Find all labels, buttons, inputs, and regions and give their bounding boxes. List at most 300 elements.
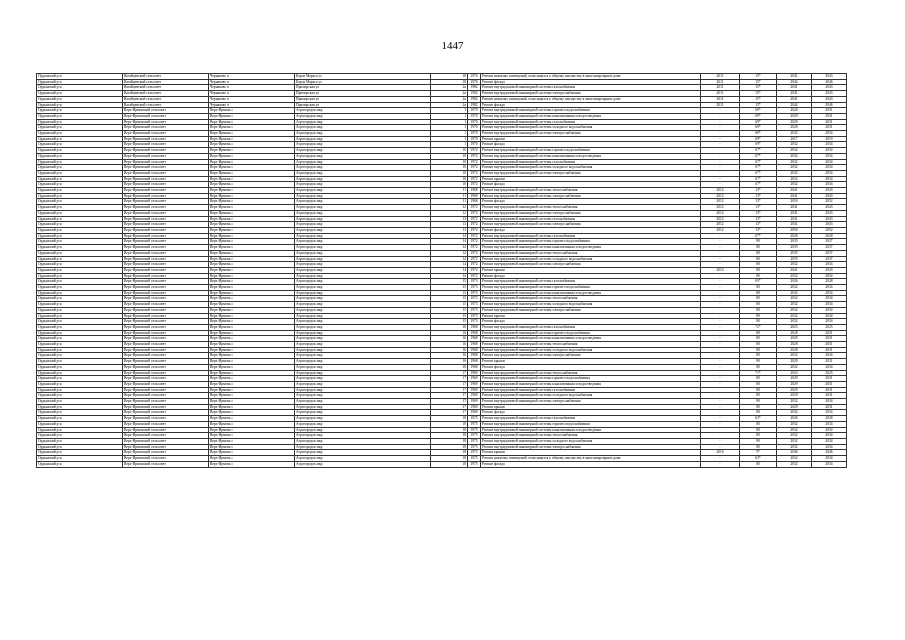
- settlement-cell: Верх-Ирмень с: [209, 393, 295, 399]
- build-year-cell: 1972: [468, 227, 481, 233]
- last-repair-year-cell: -: [701, 153, 740, 159]
- start-year-cell: 2028: [777, 108, 812, 114]
- build-year-cell: 1970: [468, 131, 481, 137]
- start-year-cell: 2032: [777, 444, 812, 450]
- house-number-cell: 18: [431, 74, 468, 80]
- start-year-cell: 2032: [777, 313, 812, 319]
- start-year-cell: 2044: [777, 102, 812, 108]
- last-repair-year-cell: 2012: [701, 205, 740, 211]
- settlement-cell: Верх-Ирмень с: [209, 313, 295, 319]
- last-repair-year-cell: -: [701, 285, 740, 291]
- end-year-cell: 2031: [812, 359, 847, 365]
- wear-percent-cell: 69*: [740, 119, 777, 125]
- municipality-cell: Верх-Ирменский сельсовет: [123, 119, 209, 125]
- work-type-cell: Ремонт внутридомовой инженерной системы электроснабжения: [481, 131, 701, 137]
- build-year-cell: 1973: [468, 319, 481, 325]
- house-number-cell: 17: [431, 404, 468, 410]
- build-year-cell: 1976: [468, 74, 481, 80]
- wear-percent-cell: 80: [740, 410, 777, 416]
- work-type-cell: Ремонт нежилых помещений, относящихся к общему имуществу в многоквартирном доме: [481, 456, 701, 462]
- house-number-cell: 18: [431, 444, 468, 450]
- house-number-cell: 18: [431, 421, 468, 427]
- wear-percent-cell: 80: [740, 250, 777, 256]
- district-cell: Ордынский р-н: [37, 125, 123, 131]
- municipality-cell: Верх-Ирменский сельсовет: [123, 404, 209, 410]
- end-year-cell: 2028: [812, 279, 847, 285]
- settlement-cell: Верх-Ирмень с: [209, 210, 295, 216]
- street-cell: Агрогородок мкр: [295, 450, 431, 456]
- municipality-cell: Верх-Ирменский сельсовет: [123, 387, 209, 393]
- last-repair-year-cell: 2011: [701, 79, 740, 85]
- end-year-cell: 2031: [812, 108, 847, 114]
- work-type-cell: Ремонт внутридомовой инженерной системы электроснабжения: [481, 262, 701, 268]
- end-year-cell: 2028: [812, 233, 847, 239]
- house-number-cell: 17: [431, 393, 468, 399]
- end-year-cell: 2034: [812, 427, 847, 433]
- work-type-cell: Ремонт внутридомовой инженерной системы холодного водоснабжения: [481, 302, 701, 308]
- last-repair-year-cell: -: [701, 330, 740, 336]
- settlement-cell: Верх-Ирмень с: [209, 279, 295, 285]
- district-cell: Ордынский р-н: [37, 370, 123, 376]
- settlement-cell: Чернаково п: [209, 96, 295, 102]
- end-year-cell: 2031: [812, 387, 847, 393]
- end-year-cell: 2037: [812, 256, 847, 262]
- build-year-cell: 1969: [468, 381, 481, 387]
- street-cell: Агрогородок мкр: [295, 307, 431, 313]
- start-year-cell: 2032: [777, 461, 812, 467]
- end-year-cell: 2052: [812, 199, 847, 205]
- start-year-cell: 2041: [777, 85, 812, 91]
- street-cell: Агрогородок мкр: [295, 461, 431, 467]
- settlement-cell: Верх-Ирмень с: [209, 113, 295, 119]
- house-number-cell: 2а: [431, 102, 468, 108]
- house-number-cell: 16: [431, 342, 468, 348]
- wear-percent-cell: 80: [740, 307, 777, 313]
- end-year-cell: 2043: [812, 222, 847, 228]
- end-year-cell: 2034: [812, 302, 847, 308]
- start-year-cell: 2032: [777, 170, 812, 176]
- house-number-cell: 16: [431, 353, 468, 359]
- street-cell: Агрогородок мкр: [295, 182, 431, 188]
- last-repair-year-cell: -: [701, 165, 740, 171]
- municipality-cell: Верх-Ирменский сельсовет: [123, 302, 209, 308]
- last-repair-year-cell: -: [701, 250, 740, 256]
- work-type-cell: Ремонт внутридомовой инженерной системы канализования и водоотведения: [481, 113, 701, 119]
- street-cell: Агрогородок мкр: [295, 296, 431, 302]
- build-year-cell: 1982: [468, 102, 481, 108]
- district-cell: Ордынский р-н: [37, 376, 123, 382]
- district-cell: Ордынский р-н: [37, 399, 123, 405]
- end-year-cell: 2034: [812, 410, 847, 416]
- end-year-cell: 2034: [812, 399, 847, 405]
- street-cell: Агрогородок мкр: [295, 393, 431, 399]
- settlement-cell: Верх-Ирмень с: [209, 387, 295, 393]
- wear-percent-cell: 15*: [740, 74, 777, 80]
- work-type-cell: Ремонт внутридомовой инженерной системы теплоснабжения: [481, 250, 701, 256]
- start-year-cell: 2026: [777, 279, 812, 285]
- district-cell: Ордынский р-н: [37, 273, 123, 279]
- municipality-cell: Верх-Ирменский сельсовет: [123, 416, 209, 422]
- build-year-cell: 1968: [468, 188, 481, 194]
- house-number-cell: 17: [431, 370, 468, 376]
- last-repair-year-cell: -: [701, 313, 740, 319]
- district-cell: Ордынский р-н: [37, 381, 123, 387]
- settlement-cell: Верх-Ирмень с: [209, 205, 295, 211]
- settlement-cell: Верх-Ирмень с: [209, 165, 295, 171]
- district-cell: Ордынский р-н: [37, 119, 123, 125]
- settlement-cell: Верх-Ирмень с: [209, 285, 295, 291]
- district-cell: Ордынский р-н: [37, 96, 123, 102]
- end-year-cell: 2034: [812, 461, 847, 467]
- settlement-cell: Чернаково п: [209, 79, 295, 85]
- settlement-cell: Верх-Ирмень с: [209, 296, 295, 302]
- district-cell: Ордынский р-н: [37, 193, 123, 199]
- work-type-cell: Ремонт внутридомовой инженерной системы горячего водоснабжения: [481, 376, 701, 382]
- work-type-cell: Ремонт внутридомовой инженерной системы электроснабжения: [481, 91, 701, 97]
- district-cell: Ордынский р-н: [37, 176, 123, 182]
- street-cell: Агрогородок мкр: [295, 285, 431, 291]
- municipality-cell: Верх-Ирменский сельсовет: [123, 330, 209, 336]
- municipality-cell: Верх-Ирменский сельсовет: [123, 245, 209, 251]
- district-cell: Ордынский р-н: [37, 74, 123, 80]
- wear-percent-cell: 80: [740, 376, 777, 382]
- build-year-cell: 1968: [468, 330, 481, 336]
- municipality-cell: Верх-Ирменский сельсовет: [123, 296, 209, 302]
- municipality-cell: Верх-Ирменский сельсовет: [123, 262, 209, 268]
- work-type-cell: Ремонт внутридомовой инженерной системы теплоснабжения: [481, 205, 701, 211]
- build-year-cell: 1969: [468, 399, 481, 405]
- wear-percent-cell: 67*: [740, 165, 777, 171]
- last-repair-year-cell: 2011: [701, 102, 740, 108]
- street-cell: Приморская ул: [295, 96, 431, 102]
- street-cell: Агрогородок мкр: [295, 153, 431, 159]
- district-cell: Ордынский р-н: [37, 233, 123, 239]
- settlement-cell: Чернаково п: [209, 74, 295, 80]
- start-year-cell: 2032: [777, 273, 812, 279]
- street-cell: Карла Маркса ул: [295, 74, 431, 80]
- district-cell: Ордынский р-н: [37, 108, 123, 114]
- build-year-cell: 1968: [468, 336, 481, 342]
- street-cell: Агрогородок мкр: [295, 381, 431, 387]
- house-number-cell: 12: [431, 210, 468, 216]
- settlement-cell: Верх-Ирмень с: [209, 222, 295, 228]
- last-repair-year-cell: -: [701, 125, 740, 131]
- work-type-cell: Ремонт внутридомовой инженерной системы газоснабжения: [481, 387, 701, 393]
- settlement-cell: Верх-Ирмень с: [209, 461, 295, 467]
- last-repair-year-cell: -: [701, 393, 740, 399]
- settlement-cell: Верх-Ирмень с: [209, 302, 295, 308]
- street-cell: Агрогородок мкр: [295, 119, 431, 125]
- house-number-cell: 10: [431, 182, 468, 188]
- build-year-cell: 1975: [468, 439, 481, 445]
- settlement-cell: Верх-Ирмень с: [209, 108, 295, 114]
- start-year-cell: 2029: [777, 359, 812, 365]
- wear-percent-cell: 13*: [740, 193, 777, 199]
- house-number-cell: 1: [431, 113, 468, 119]
- work-type-cell: Ремонт внутридомовой инженерной системы электроснабжения: [481, 210, 701, 216]
- start-year-cell: 2032: [777, 456, 812, 462]
- municipality-cell: Верх-Ирменский сельсовет: [123, 199, 209, 205]
- last-repair-year-cell: -: [701, 461, 740, 467]
- build-year-cell: 1975: [468, 461, 481, 467]
- work-type-cell: Ремонт внутридомовой инженерной системы электроснабжения: [481, 353, 701, 359]
- house-number-cell: 14: [431, 262, 468, 268]
- start-year-cell: 2032: [777, 159, 812, 165]
- street-cell: Агрогородок мкр: [295, 302, 431, 308]
- work-type-cell: Ремонт внутридомовой инженерной системы канализования и водоотведения: [481, 336, 701, 342]
- street-cell: Агрогородок мкр: [295, 313, 431, 319]
- wear-percent-cell: 67*: [740, 170, 777, 176]
- start-year-cell: 2032: [777, 285, 812, 291]
- build-year-cell: 1968: [468, 199, 481, 205]
- wear-percent-cell: 67*: [740, 159, 777, 165]
- end-year-cell: 2031: [812, 376, 847, 382]
- wear-percent-cell: 13*: [740, 205, 777, 211]
- build-year-cell: 1972: [468, 256, 481, 262]
- end-year-cell: 2031: [812, 393, 847, 399]
- settlement-cell: Верх-Ирмень с: [209, 381, 295, 387]
- district-cell: Ордынский р-н: [37, 136, 123, 142]
- wear-percent-cell: 80: [740, 290, 777, 296]
- start-year-cell: 2029: [777, 381, 812, 387]
- street-cell: Приморская ул: [295, 85, 431, 91]
- district-cell: Ордынский р-н: [37, 227, 123, 233]
- last-repair-year-cell: 2011: [701, 74, 740, 80]
- build-year-cell: 1972: [468, 159, 481, 165]
- district-cell: Ордынский р-н: [37, 359, 123, 365]
- street-cell: Агрогородок мкр: [295, 165, 431, 171]
- municipality-cell: Верх-Ирменский сельсовет: [123, 444, 209, 450]
- district-cell: Ордынский р-н: [37, 393, 123, 399]
- wear-percent-cell: 80: [740, 262, 777, 268]
- house-number-cell: 13: [431, 227, 468, 233]
- start-year-cell: 2041: [777, 222, 812, 228]
- district-cell: Ордынский р-н: [37, 387, 123, 393]
- end-year-cell: 2034: [812, 176, 847, 182]
- settlement-cell: Верх-Ирмень с: [209, 290, 295, 296]
- build-year-cell: 1972: [468, 267, 481, 273]
- start-year-cell: 2028: [777, 342, 812, 348]
- settlement-cell: Верх-Ирмень с: [209, 359, 295, 365]
- street-cell: Агрогородок мкр: [295, 359, 431, 365]
- house-number-cell: 18: [431, 450, 468, 456]
- last-repair-year-cell: -: [701, 302, 740, 308]
- last-repair-year-cell: -: [701, 410, 740, 416]
- municipality-cell: Верх-Ирменский сельсовет: [123, 159, 209, 165]
- wear-percent-cell: 80: [740, 433, 777, 439]
- build-year-cell: 1970: [468, 125, 481, 131]
- end-year-cell: 2034: [812, 313, 847, 319]
- settlement-cell: Верх-Ирмень с: [209, 182, 295, 188]
- work-type-cell: Ремонт внутридомовой инженерной системы теплоснабжения: [481, 370, 701, 376]
- work-type-cell: Ремонт внутридомовой инженерной системы канализования и водоотведения: [481, 153, 701, 159]
- wear-percent-cell: 80: [740, 353, 777, 359]
- start-year-cell: 2035: [777, 245, 812, 251]
- last-repair-year-cell: -: [701, 239, 740, 245]
- wear-percent-cell: 5*: [740, 450, 777, 456]
- municipality-cell: Верх-Ирменский сельсовет: [123, 433, 209, 439]
- end-year-cell: 2031: [812, 381, 847, 387]
- district-cell: Ордынский р-н: [37, 347, 123, 353]
- build-year-cell: 1972: [468, 250, 481, 256]
- municipality-cell: Верх-Ирменский сельсовет: [123, 421, 209, 427]
- wear-percent-cell: 69*: [740, 113, 777, 119]
- build-year-cell: 1968: [468, 359, 481, 365]
- end-year-cell: 2043: [812, 210, 847, 216]
- wear-percent-cell: 80: [740, 399, 777, 405]
- street-cell: Агрогородок мкр: [295, 136, 431, 142]
- last-repair-year-cell: 2014: [701, 267, 740, 273]
- end-year-cell: 2031: [812, 125, 847, 131]
- house-number-cell: 2а: [431, 96, 468, 102]
- start-year-cell: 2032: [777, 433, 812, 439]
- work-type-cell: Ремонт внутридомовой инженерной системы холодного водоснабжения: [481, 393, 701, 399]
- settlement-cell: Верх-Ирмень с: [209, 188, 295, 194]
- wear-percent-cell: 67*: [740, 182, 777, 188]
- build-year-cell: 1969: [468, 376, 481, 382]
- municipality-cell: Верх-Ирменский сельсовет: [123, 216, 209, 222]
- last-repair-year-cell: -: [701, 439, 740, 445]
- settlement-cell: Верх-Ирмень с: [209, 119, 295, 125]
- last-repair-year-cell: 2016: [701, 450, 740, 456]
- build-year-cell: 1976: [468, 79, 481, 85]
- street-cell: Агрогородок мкр: [295, 342, 431, 348]
- house-number-cell: 1: [431, 125, 468, 131]
- wear-percent-cell: 13*: [740, 222, 777, 228]
- wear-percent-cell: 72*: [740, 324, 777, 330]
- work-type-cell: Ремонт крыши: [481, 267, 701, 273]
- street-cell: Агрогородок мкр: [295, 404, 431, 410]
- settlement-cell: Верх-Ирмень с: [209, 416, 295, 422]
- work-type-cell: Ремонт внутридомовой инженерной системы электроснабжения: [481, 307, 701, 313]
- build-year-cell: 1972: [468, 233, 481, 239]
- house-number-cell: 10: [431, 176, 468, 182]
- settlement-cell: Верх-Ирмень с: [209, 159, 295, 165]
- district-cell: Ордынский р-н: [37, 416, 123, 422]
- end-year-cell: 2034: [812, 456, 847, 462]
- work-type-cell: Ремонт крыши: [481, 313, 701, 319]
- start-year-cell: 2032: [777, 176, 812, 182]
- house-number-cell: 16: [431, 364, 468, 370]
- work-type-cell: Ремонт нежилых помещений, относящихся к общему имуществу в многоквартирном доме: [481, 96, 701, 102]
- build-year-cell: 1973: [468, 285, 481, 291]
- municipality-cell: Верх-Ирменский сельсовет: [123, 176, 209, 182]
- wear-percent-cell: 65*: [740, 279, 777, 285]
- district-cell: Ордынский р-н: [37, 250, 123, 256]
- house-number-cell: 17: [431, 376, 468, 382]
- build-year-cell: 1972: [468, 222, 481, 228]
- end-year-cell: 2043: [812, 216, 847, 222]
- start-year-cell: 2029: [777, 336, 812, 342]
- house-number-cell: 15: [431, 313, 468, 319]
- work-type-cell: Ремонт внутридомовой инженерной системы холодного водоснабжения: [481, 439, 701, 445]
- end-year-cell: 2034: [812, 433, 847, 439]
- street-cell: Агрогородок мкр: [295, 336, 431, 342]
- wear-percent-cell: 80: [740, 313, 777, 319]
- last-repair-year-cell: -: [701, 108, 740, 114]
- district-cell: Ордынский р-н: [37, 205, 123, 211]
- end-year-cell: 2031: [812, 330, 847, 336]
- street-cell: Агрогородок мкр: [295, 267, 431, 273]
- municipality-cell: Верх-Ирменский сельсовет: [123, 131, 209, 137]
- start-year-cell: 2032: [777, 427, 812, 433]
- build-year-cell: 1972: [468, 165, 481, 171]
- wear-percent-cell: 80: [740, 427, 777, 433]
- build-year-cell: 1969: [468, 404, 481, 410]
- settlement-cell: Верх-Ирмень с: [209, 176, 295, 182]
- street-cell: Агрогородок мкр: [295, 159, 431, 165]
- last-repair-year-cell: -: [701, 262, 740, 268]
- last-repair-year-cell: -: [701, 131, 740, 137]
- build-year-cell: 1975: [468, 444, 481, 450]
- build-year-cell: 1973: [468, 279, 481, 285]
- street-cell: Агрогородок мкр: [295, 347, 431, 353]
- house-number-cell: 15: [431, 319, 468, 325]
- municipality-cell: Верх-Ирменский сельсовет: [123, 182, 209, 188]
- last-repair-year-cell: -: [701, 245, 740, 251]
- work-type-cell: Ремонт внутридомовой инженерной системы горячего водоснабжения: [481, 421, 701, 427]
- street-cell: Агрогородок мкр: [295, 233, 431, 239]
- house-number-cell: 15: [431, 279, 468, 285]
- start-year-cell: 2023: [777, 324, 812, 330]
- last-repair-year-cell: 2011: [701, 91, 740, 97]
- build-year-cell: 1975: [468, 421, 481, 427]
- settlement-cell: Верх-Ирмень с: [209, 364, 295, 370]
- end-year-cell: 2043: [812, 85, 847, 91]
- street-cell: Агрогородок мкр: [295, 433, 431, 439]
- start-year-cell: 2032: [777, 399, 812, 405]
- start-year-cell: 2041: [777, 210, 812, 216]
- street-cell: Агрогородок мкр: [295, 279, 431, 285]
- house-number-cell: 14: [431, 267, 468, 273]
- house-number-cell: 18: [431, 433, 468, 439]
- settlement-cell: Верх-Ирмень с: [209, 250, 295, 256]
- work-type-cell: Ремонт фасада: [481, 182, 701, 188]
- street-cell: Агрогородок мкр: [295, 353, 431, 359]
- build-year-cell: 1982: [468, 91, 481, 97]
- street-cell: Агрогородок мкр: [295, 170, 431, 176]
- build-year-cell: 1970: [468, 119, 481, 125]
- build-year-cell: 1970: [468, 136, 481, 142]
- end-year-cell: 2034: [812, 290, 847, 296]
- wear-percent-cell: 67*: [740, 176, 777, 182]
- work-type-cell: Ремонт крыши: [481, 404, 701, 410]
- settlement-cell: Верх-Ирмень с: [209, 376, 295, 382]
- district-cell: Ордынский р-н: [37, 188, 123, 194]
- last-repair-year-cell: -: [701, 233, 740, 239]
- end-year-cell: 2037: [812, 245, 847, 251]
- work-type-cell: Ремонт фасада: [481, 227, 701, 233]
- street-cell: Агрогородок мкр: [295, 113, 431, 119]
- district-cell: Ордынский р-н: [37, 148, 123, 154]
- work-type-cell: Ремонт крыши: [481, 359, 701, 365]
- last-repair-year-cell: -: [701, 142, 740, 148]
- start-year-cell: 2041: [777, 188, 812, 194]
- settlement-cell: Верх-Ирмень с: [209, 450, 295, 456]
- end-year-cell: 2043: [812, 188, 847, 194]
- house-number-cell: 16: [431, 359, 468, 365]
- last-repair-year-cell: -: [701, 342, 740, 348]
- street-cell: Агрогородок мкр: [295, 330, 431, 336]
- start-year-cell: 2028: [777, 347, 812, 353]
- settlement-cell: Верх-Ирмень с: [209, 227, 295, 233]
- street-cell: Агрогородок мкр: [295, 427, 431, 433]
- work-type-cell: Ремонт внутридомовой инженерной системы горячего водоснабжения: [481, 330, 701, 336]
- house-number-cell: 10: [431, 153, 468, 159]
- start-year-cell: 2032: [777, 131, 812, 137]
- wear-percent-cell: 80: [740, 393, 777, 399]
- last-repair-year-cell: -: [701, 256, 740, 262]
